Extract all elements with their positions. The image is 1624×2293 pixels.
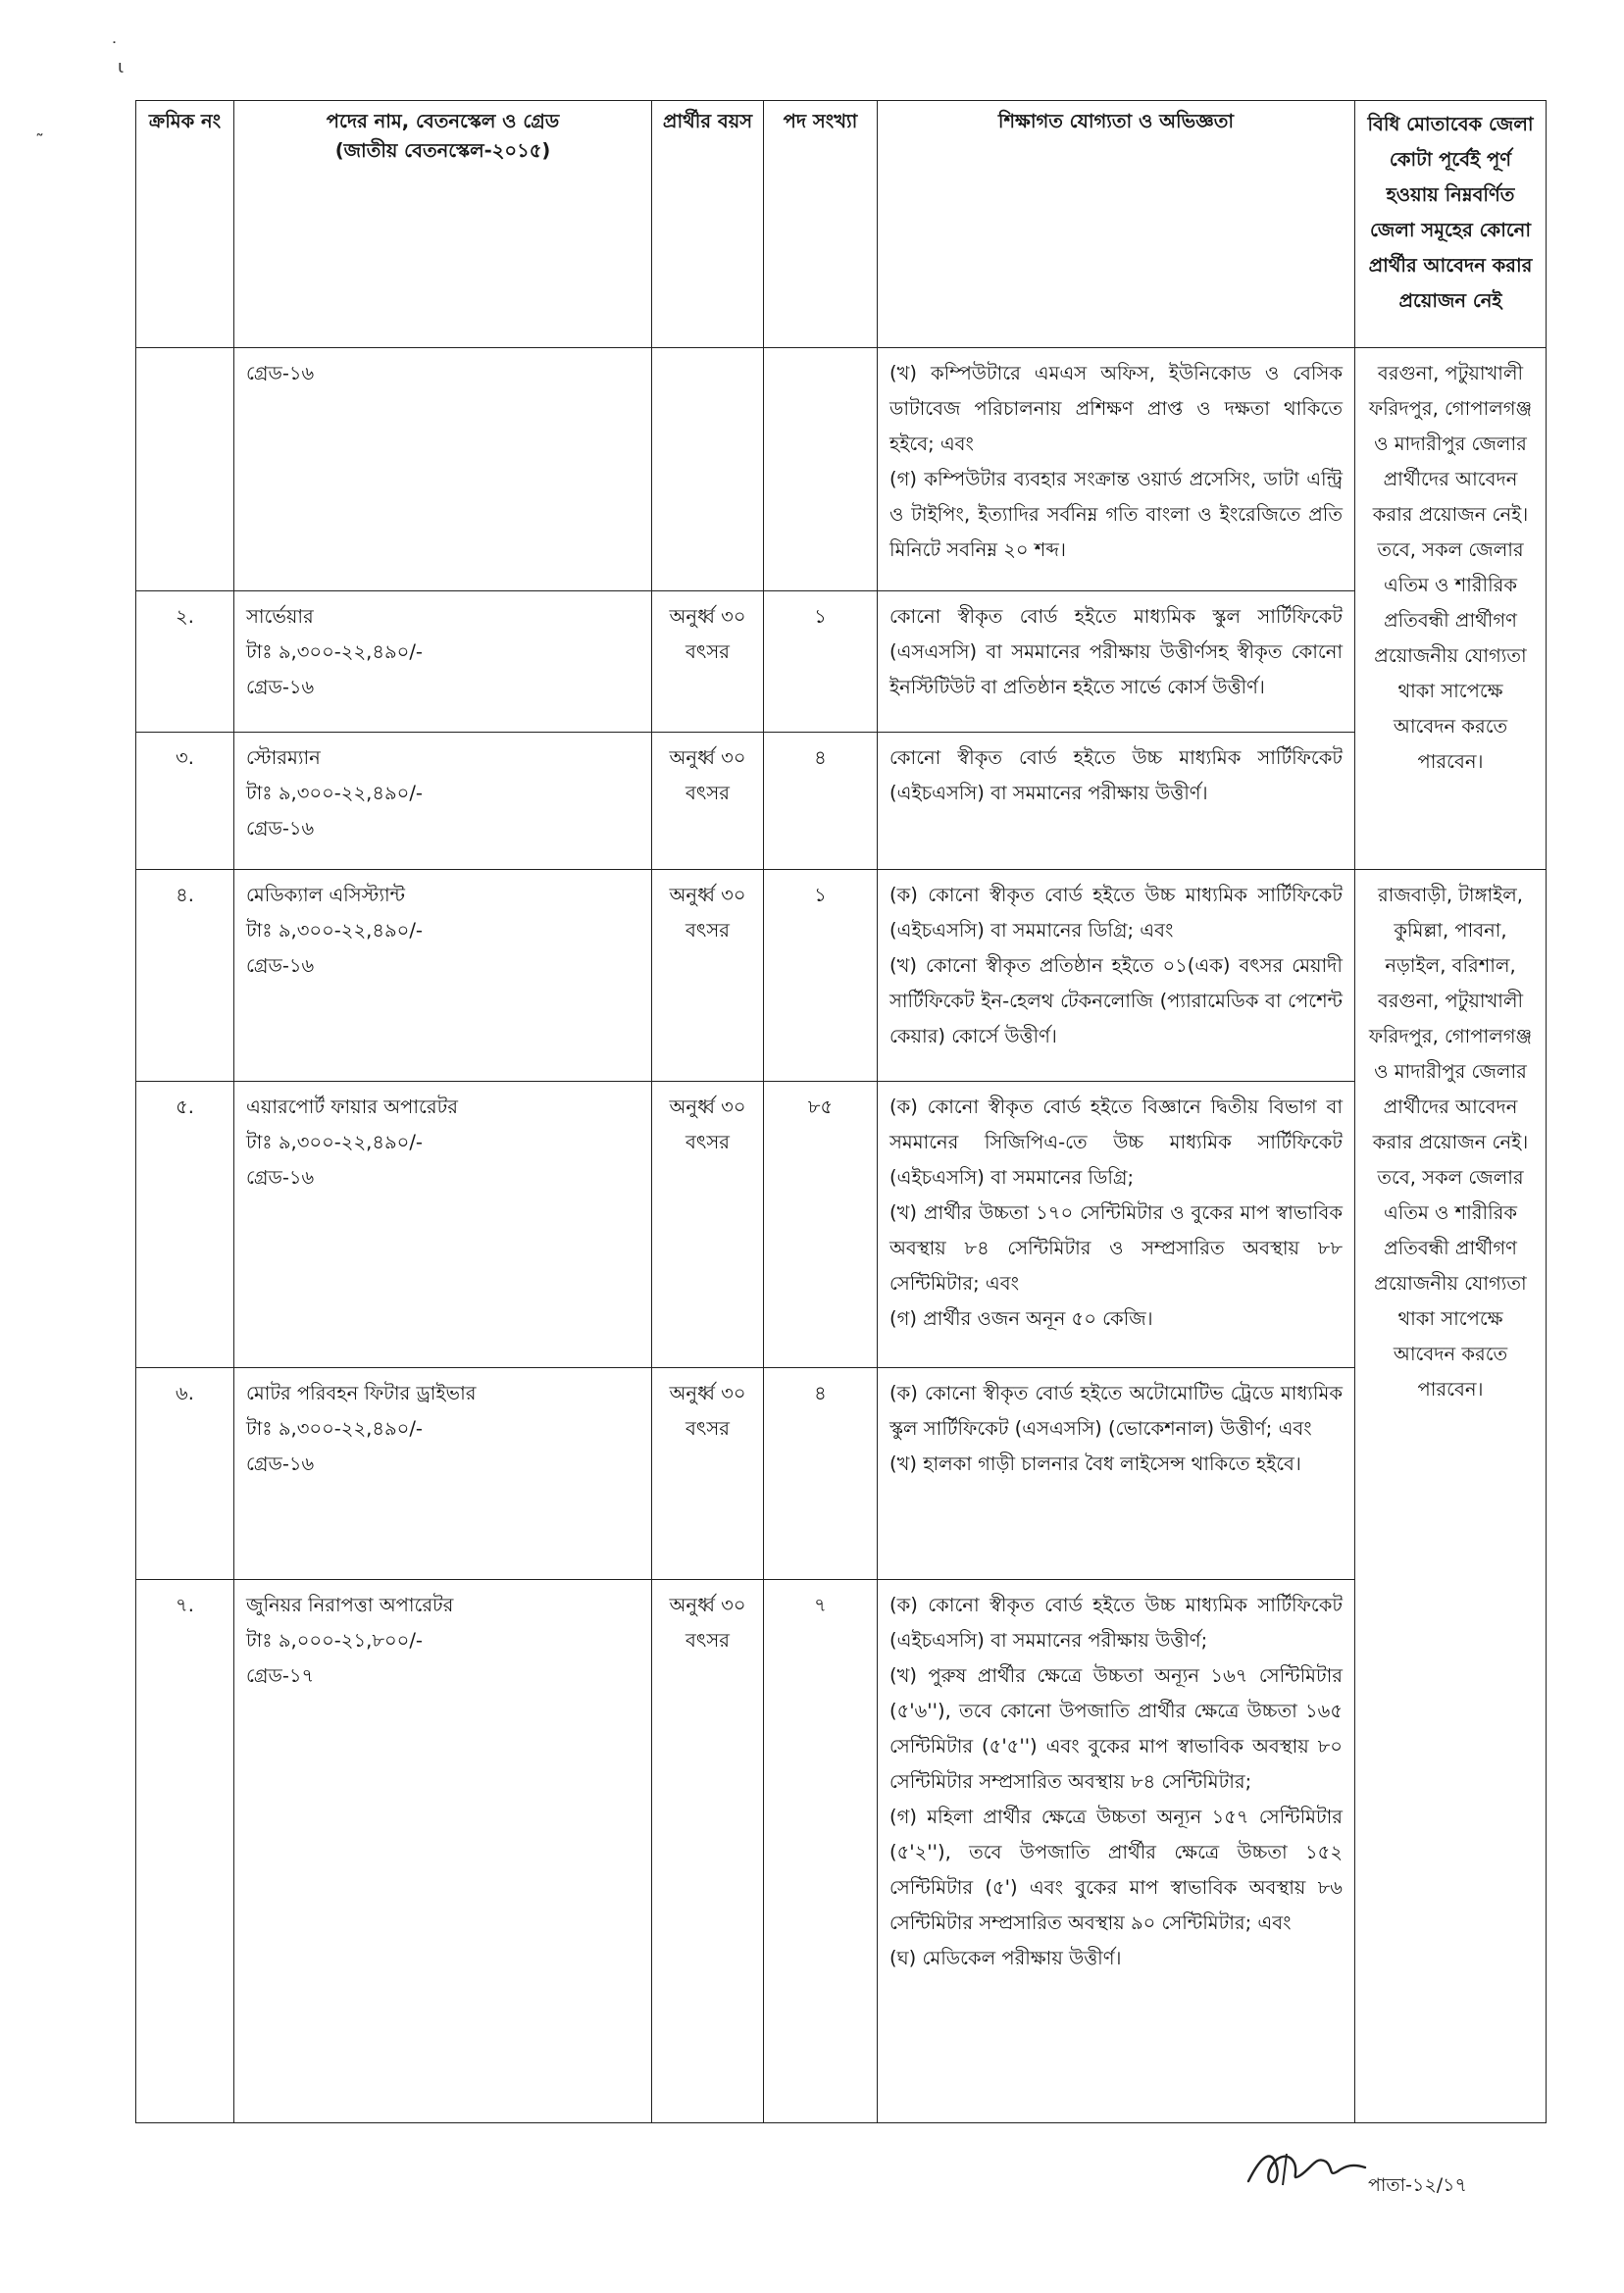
qualification-item: (খ) প্রার্থীর উচ্চতা ১৭০ সেন্টিমিটার ও বুকের মাপ স্বাভাবিক অবস্থায় ৮৪ সেন্টিমিটার ও সম্প্রসারিত অবস্থায় ৮৮ সেন্টিমিটার; এবং [889, 1201, 1343, 1295]
cell-post [234, 1082, 652, 1368]
qualification-item: (ঘ) মেডিকেল পরীক্ষায় উত্তীর্ণ। [889, 1947, 1122, 1969]
post-line: গ্রেড-১৬ [246, 362, 315, 384]
cell-age: অনুর্ধ্ব ৩০ বৎসর [652, 591, 764, 733]
header-post [234, 101, 652, 348]
post-line: মেডিক্যাল এসিস্ট্যান্ট [246, 884, 405, 906]
qualification-item: (খ) পুরুষ প্রার্থীর ক্ষেত্রে উচ্চতা অন্যূন ১৬৭ সেন্টিমিটার (৫'৬''), তবে কোনো উপজাতি প্রার্থীর ক্ষেত্রে উচ্চতা ১৬৫ সেন্টিমিটার (৫'৫'') এবং বুকের মাপ স্বাভাবিক অবস্থায় ৮০ সেন্টিমিটার সম্প্রসারিত অবস্থায় ৮৪ সেন্টিমিটার; [889, 1664, 1343, 1793]
cell-qualification [878, 348, 1355, 591]
post-line: গ্রেড-১৬ [246, 1166, 315, 1189]
cell-serial: ৬. [136, 1368, 234, 1580]
post-line: গ্রেড-১৬ [246, 676, 315, 698]
qualification-item: কোনো স্বীকৃত বোর্ড হইতে মাধ্যমিক স্কুল সার্টিফিকেট (এসএসসি) বা সমমানের পরীক্ষায় উত্তীর্ণসহ স্বীকৃত কোনো ইনস্টিটিউট বা প্রতিষ্ঠান হইতে সার্ভে কোর্স উত্তীর্ণ। [889, 605, 1343, 698]
table-row [136, 870, 1547, 1082]
post-line: টাঃ ৯,৩০০-২২,৪৯০/- [246, 640, 423, 663]
cell-count: ৪ [764, 733, 878, 870]
header-district: বিধি মোতাবেক জেলা কোটা পূর্বেই পূর্ণ হওয়ায় নিম্নবর্ণিত জেলা সমূহের কোনো প্রার্থীর আবেদন করার প্রয়োজন নেই [1355, 101, 1547, 348]
table-row [136, 733, 1547, 870]
header-post-title: পদের নাম, বেতনস্কেল ও গ্রেড [326, 110, 560, 132]
header-count: পদ সংখ্যা [764, 101, 878, 348]
cell-qualification [878, 733, 1355, 870]
table-header-row [136, 101, 1547, 348]
cell-count: ১ [764, 870, 878, 1082]
cell-age: অনুর্ধ্ব ৩০ বৎসর [652, 870, 764, 1082]
qualification-item: (ক) কোনো স্বীকৃত বোর্ড হইতে উচ্চ মাধ্যমিক সার্টিফিকেট (এইচএসসি) বা সমমানের পরীক্ষায় উত্তীর্ণ; [889, 1594, 1343, 1652]
cell-qualification [878, 1082, 1355, 1368]
cell-age: অনুর্ধ্ব ৩০ বৎসর [652, 1580, 764, 2123]
post-line: টাঃ ৯,৩০০-২২,৪৯০/- [246, 1417, 423, 1440]
scan-speck: ι [118, 57, 125, 77]
cell-qualification [878, 591, 1355, 733]
post-line: জুনিয়র নিরাপত্তা অপারেটর [246, 1594, 454, 1616]
cell-age: অনুর্ধ্ব ৩০ বৎসর [652, 733, 764, 870]
qualification-item: (ক) কোনো স্বীকৃত বোর্ড হইতে উচ্চ মাধ্যমিক সার্টিফিকেট (এইচএসসি) বা সমমানের ডিগ্রি; এবং [889, 884, 1343, 942]
qualification-item: (খ) কোনো স্বীকৃত প্রতিষ্ঠান হইতে ০১(এক) বৎসর মেয়াদী সার্টিফিকেট ইন-হেলথ টেকনলোজি (প্যারামেডিক বা পেশেন্ট কেয়ার) কোর্সে উত্তীর্ণ। [889, 954, 1343, 1047]
cell-serial: ৪. [136, 870, 234, 1082]
cell-age [652, 348, 764, 591]
cell-age: অনুর্ধ্ব ৩০ বৎসর [652, 1082, 764, 1368]
cell-qualification [878, 1580, 1355, 2123]
page-number: পাতা-১২/১৭ [1368, 2174, 1467, 2196]
table-row [136, 1580, 1547, 2123]
post-line: টাঃ ৯,৩০০-২২,৪৯০/- [246, 1131, 423, 1153]
cell-count: ১ [764, 591, 878, 733]
qualification-item: (গ) প্রার্থীর ওজন অনূন ৫০ কেজি। [889, 1307, 1153, 1330]
header-serial: ক্রমিক নং [136, 101, 234, 348]
post-line: টাঃ ৯,৩০০-২২,৪৯০/- [246, 919, 423, 942]
cell-post [234, 591, 652, 733]
cell-count: ৪ [764, 1368, 878, 1580]
cell-district-note: বরগুনা, পটুয়াখালী ফরিদপুর, গোপালগঞ্জ ও মাদারীপুর জেলার প্রার্থীদের আবেদন করার প্রয়োজন নেই। তবে, সকল জেলার এতিম ও শারীরিক প্রতিবন্ধী প্রার্থীগণ প্রয়োজনীয় যোগ্যতা থাকা সাপেক্ষে আবেদন করতে পারবেন। [1355, 348, 1547, 870]
table-row [136, 348, 1547, 591]
post-line: মোটর পরিবহন ফিটার ড্রাইভার [246, 1382, 477, 1404]
cell-serial [136, 348, 234, 591]
scan-speck: ˙ [110, 39, 119, 60]
cell-post [234, 870, 652, 1082]
post-line: গ্রেড-১৭ [246, 1664, 315, 1687]
post-line: গ্রেড-১৬ [246, 954, 315, 977]
cell-count [764, 348, 878, 591]
post-line: টাঃ ৯,৩০০-২২,৪৯০/- [246, 782, 423, 804]
cell-serial: ২. [136, 591, 234, 733]
signature [1243, 2142, 1371, 2191]
qualification-item: কোনো স্বীকৃত বোর্ড হইতে উচ্চ মাধ্যমিক সার্টিফিকেট (এইচএসসি) বা সমমানের পরীক্ষায় উত্তীর্ণ। [889, 746, 1343, 804]
post-line: টাঃ ৯,০০০-২১,৮০০/- [246, 1629, 423, 1652]
cell-qualification [878, 1368, 1355, 1580]
cell-age: অনুর্ধ্ব ৩০ বৎসর [652, 1368, 764, 1580]
qualification-item: (খ) হালকা গাড়ী চালনার বৈধ লাইসেন্স থাকিতে হইবে। [889, 1452, 1301, 1475]
post-line: গ্রেড-১৬ [246, 817, 315, 840]
qualification-item: (খ) কম্পিউটারে এমএস অফিস, ইউনিকোড ও বেসিক ডাটাবেজ পরিচালনায় প্রশিক্ষণ প্রাপ্ত ও দক্ষতা থাকিতে হইবে; এবং [889, 362, 1343, 455]
post-line: এয়ারপোর্ট ফায়ার অপারেটর [246, 1096, 458, 1118]
header-age: প্রার্থীর বয়স [652, 101, 764, 348]
qualification-item: (ক) কোনো স্বীকৃত বোর্ড হইতে অটোমোটিভ ট্রেডে মাধ্যমিক স্কুল সার্টিফিকেট (এসএসসি) (ভোকেশনাল) উত্তীর্ণ; এবং [889, 1382, 1343, 1440]
table-row [136, 1082, 1547, 1368]
cell-district-note: রাজবাড়ী, টাঙ্গাইল, কুমিল্লা, পাবনা, নড়াইল, বরিশাল, বরগুনা, পটুয়াখালী ফরিদপুর, গোপালগঞ্জ ও মাদারীপুর জেলার প্রার্থীদের আবেদন করার প্রয়োজন নেই। তবে, সকল জেলার এতিম ও শারীরিক প্রতিবন্ধী প্রার্থীগণ প্রয়োজনীয় যোগ্যতা থাকা সাপেক্ষে আবেদন করতে পারবেন। [1355, 870, 1547, 2123]
cell-serial: ৩. [136, 733, 234, 870]
cell-serial: ৫. [136, 1082, 234, 1368]
cell-post [234, 348, 652, 591]
post-line: সার্ভেয়ার [246, 605, 314, 628]
post-line: গ্রেড-১৬ [246, 1452, 315, 1475]
cell-count: ৭ [764, 1580, 878, 2123]
post-line: স্টোরম্যান [246, 746, 321, 769]
qualification-item: (ক) কোনো স্বীকৃত বোর্ড হইতে বিজ্ঞানে দ্বিতীয় বিভাগ বা সমমানের সিজিপিএ-তে উচ্চ মাধ্যমিক সার্টিফিকেট (এইচএসসি) বা সমমানের ডিগ্রি; [889, 1096, 1343, 1189]
header-post-sub: (জাতীয় বেতনস্কেল-২০১৫) [334, 139, 551, 162]
cell-qualification [878, 870, 1355, 1082]
cell-post [234, 1580, 652, 2123]
job-table [135, 100, 1547, 2123]
cell-post [234, 1368, 652, 1580]
qualification-item: (গ) কম্পিউটার ব্যবহার সংক্রান্ত ওয়ার্ড প্রসেসিং, ডাটা এন্ট্রি ও টাইপিং, ইত্যাদির সর্বনিম্ন গতি বাংলা ও ইংরেজিতে প্রতি মিনিটে সবনিম্ন ২০ শব্দ। [889, 468, 1343, 561]
scan-speck: ˜ [35, 131, 44, 152]
table-row [136, 1368, 1547, 1580]
header-qualification: শিক্ষাগত যোগ্যতা ও অভিজ্ঞতা [878, 101, 1355, 348]
qualification-item: (গ) মহিলা প্রার্থীর ক্ষেত্রে উচ্চতা অন্যূন ১৫৭ সেন্টিমিটার (৫'২''), তবে উপজাতি প্রার্থীর ক্ষেত্রে উচ্চতা ১৫২ সেন্টিমিটার (৫') এবং বুকের মাপ স্বাভাবিক অবস্থায় ৮৬ সেন্টিমিটার সম্প্রসারিত অবস্থায় ৯০ সেন্টিমিটার; এবং [889, 1806, 1343, 1934]
cell-post [234, 733, 652, 870]
cell-count: ৮৫ [764, 1082, 878, 1368]
table-row [136, 591, 1547, 733]
cell-serial: ৭. [136, 1580, 234, 2123]
